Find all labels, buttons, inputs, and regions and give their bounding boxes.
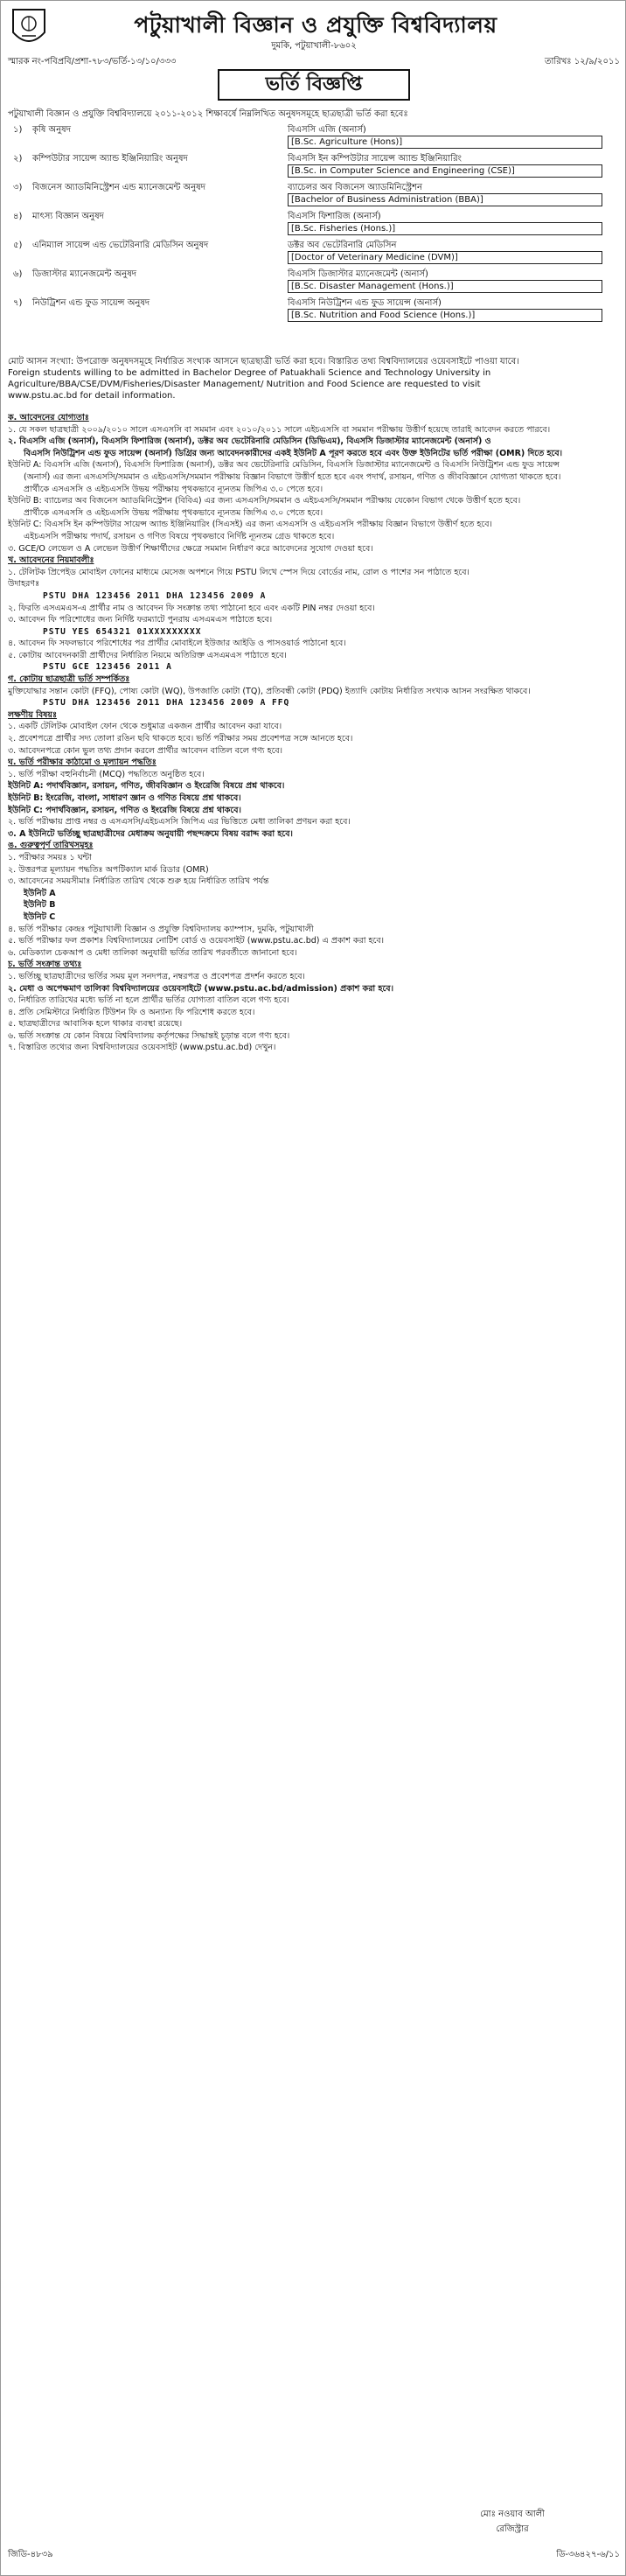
body-line: উদাহরণঃ [8,579,40,590]
program-row [8,150,620,179]
degree-name-en: [B.Sc. Fisheries (Hons.)] [288,222,602,235]
degree-name-en: [B.Sc. Disaster Management (Hons.)] [288,280,602,293]
memo-number: স্মারক নং-পবিপ্রবি/প্রশা-৭৮৩/ভর্তি-১৩/১০/৩৩৩ [8,57,177,66]
notes-block [8,356,620,401]
degree-name-en: [B.Sc. Agriculture (Hons)] [288,136,602,149]
body-line: PSTU YES 654321 01XXXXXXXXX [43,626,202,637]
body-line: ৪. প্রতি সেমিস্টারে নির্ধারিত টিউশন ফি ও অন্যান্য ফি পরিশোধ করতে হবে। [8,1007,255,1017]
body-line: চ. ভর্তি সংক্রান্ত তথ্যঃ [8,960,82,970]
program-row [8,208,620,237]
degree-name-bn: বিএসসি ইন কম্পিউটার সায়েন্স অ্যান্ড ইঞ্জিনিয়ারিং [288,154,462,164]
program-row [8,122,620,150]
signatory-name: মোঃ নওয়াব আলী [480,2510,545,2519]
program-row [8,295,620,324]
faculty-name: মাৎস্য বিজ্ঞান অনুষদ [32,212,104,221]
faculty-name: ডিজাস্টার ম্যানেজমেন্ট অনুষদ [32,269,137,279]
body-line: লক্ষণীয় বিষয়ঃ [8,709,58,720]
program-number: ৬) [13,269,23,279]
degree-name-bn: ব্যাচেলর অব বিজনেস অ্যাডমিনিস্ট্রেশন [288,183,423,192]
body-line: ৫. কোটায় আবেদনকারী প্রার্থীদের নির্ধারিত নিয়মে অতিরিক্ত এসএমএস পাঠাতে হবে। [8,650,287,660]
degree-name-bn: ডক্টর অব ভেটেরিনারি মেডিসিন [288,241,397,250]
body-line: ৪. ভর্তি পরীক্ষার কেন্দ্রঃ পটুয়াখালী বিজ্ঞান ও প্রযুক্তি বিশ্ববিদ্যালয় ক্যাম্পাস, দুমকি, পটুয়াখালী [8,924,314,934]
program-number: ১) [13,125,23,135]
body-line: ২. উত্তরপত্র মূল্যায়ন পদ্ধতিঃ অপটিক্যাল মার্ক রিডার (OMR) [8,864,209,875]
body-line: ইউনিট A: পদার্থবিজ্ঞান, রসায়ন, গণিত, জীববিজ্ঞান ও ইংরেজি বিষয়ে প্রশ্ন থাকবে। [8,781,285,792]
body-line: ২. ফিরতি এসএমএস-এ প্রার্থীর নাম ও আবেদন ফি সংক্রান্ত তথ্য পাঠানো হবে এবং একটি PIN নম্বর দেওয়া হবে। [8,603,375,613]
body-line: ৫. ছাত্রছাত্রীদের আবাসিক হলে থাকার ব্যবস্থা রয়েছে। [8,1019,183,1030]
body-line: ৭. বিস্তারিত তথ্যের জন্য বিশ্ববিদ্যালয়ের ওয়েবসাইট (www.pstu.ac.bd) দেখুন। [8,1043,276,1053]
body-line: ৬. ভর্তি সংক্রান্ত যে কোন বিষয়ে বিশ্ববিদ্যালয় কর্তৃপক্ষের সিদ্ধান্তই চূড়ান্ত বলে গণ্য হবে। [8,1030,290,1041]
note-line: Foreign students willing to be admitted in Bachelor Degree of Patuakhali Science and Technology University in [8,368,491,378]
body-line: ইউনিট C: বিএসসি ইন কম্পিউটার সায়েন্স অ্যান্ড ইঞ্জিনিয়ারিং (সিএসই) এর জন্য এসএসসি ও এইচএসসি পরীক্ষায় বিজ্ঞান বিভাগে উত্তীর্ণ হতে হবে। [8,520,492,530]
body-line: ঙ. গুরুত্বপূর্ণ তারিখসমূহঃ [8,841,94,851]
program-row [8,237,620,266]
footer-ref-number: ডি-৩৬৪২৭-৬/১১ [556,2550,620,2559]
body-line: ইউনিট C [24,911,56,922]
program-row [8,179,620,208]
body-line: ইউনিট A [24,888,56,898]
body-line: ৫. ভর্তি পরীক্ষার ফল প্রকাশঃ বিশ্ববিদ্যালয়ের নোটিশ বোর্ড ও ওয়েবসাইট (www.pstu.ac.bd) এ প্রকাশ করা হবে। [8,936,385,946]
signatory-designation: রেজিস্ট্রার [496,2524,529,2534]
program-number: ৪) [13,212,23,221]
note-line: মোট আসন সংখ্যা: উপরোক্ত অনুষদসমূহে নির্ধারিত সংখ্যক আসনে ছাত্রছাত্রী ভর্তি করা হবে। বিস্তারিত তথ্য বিশ্ববিদ্যালয়ের ওয়েবসাইটে পাওয়া যাবে। [8,357,519,367]
degree-name-en: [B.Sc. Nutrition and Food Science (Hons.)] [288,309,602,322]
degree-name-bn: বিএসসি ফিশারিজ (অনার্স) [288,212,381,221]
program-row [8,266,620,295]
body-line: ১. যে সকল ছাত্রছাত্রী ২০০৯/২০১০ সালে এসএসসি বা সমমান এবং ২০১০/২০১১ সালে এইচএসসি বা সমমান পরীক্ষায় উত্তীর্ণ হয়েছে তারাই আবেদন করতে পারবে। [8,424,551,435]
body-line: প্রার্থীকে এসএসসি ও এইচএসসি উভয় পরীক্ষায় পৃথকভাবে ন্যূনতম জিপিএ ৩.০ পেতে হবে। [24,484,323,494]
body-line: ৩. আবেদন ফি পরিশোধের জন্য নির্দিষ্ট ফরম্যাটে পুনরায় এসএমএস পাঠাতে হবে। [8,615,273,625]
intro-text: পটুয়াখালী বিজ্ঞান ও প্রযুক্তি বিশ্ববিদ্যালয়ে ২০১১-২০১২ শিক্ষাবর্ষে নিম্নলিখিত অনুষদসমূহে ছাত্রছাত্রী ভর্তি করা হবেঃ [8,109,408,119]
body-line: প্রার্থীকে এসএসসি ও এইচএসসি উভয় পরীক্ষায় পৃথকভাবে ন্যূনতম জিপিএ ৩.০ পেতে হবে। [24,507,323,518]
degree-name-en: [B.Sc. in Computer Science and Engineering (CSE)] [288,164,602,178]
body-line: ১. ভর্তি পরীক্ষা বহুনির্বাচনী (MCQ) পদ্ধতিতে অনুষ্ঠিত হবে। [8,769,205,779]
faculty-name: এনিম্যাল সায়েন্স এন্ড ভেটেরিনারি মেডিসিন অনুষদ [32,241,209,250]
body-line: ১. একটি টেলিটক মোবাইল ফোন থেকে শুধুমাত্র একজন প্রার্থীর আবেদন করা যাবে। [8,722,282,732]
footer-gd-number: জিডি-৪৮৩৯ [8,2550,53,2559]
program-number: ৭) [13,298,23,308]
body-line: ৩. আবেদনপত্রে কোন ভুল তথ্য প্রদান করলে প্রার্থীর আবেদন বাতিল বলে গণ্য হবে। [8,745,283,756]
body-line: ক. আবেদনের যোগ্যতাঃ [8,413,89,422]
notice-date: তারিখঃ ১২/৯/২০১১ [544,57,620,66]
notice-title: ভর্তি বিজ্ঞপ্তি [218,69,410,101]
faculty-name: বিজনেস অ্যাডমিনিস্ট্রেশন এন্ড ম্যানেজমেন্ট অনুষদ [32,183,205,192]
body-line: (অনার্স) এর জন্য এসএসসি/সমমান ও এইচএসসি/সমমান পরীক্ষায় বিজ্ঞান বিভাগে উত্তীর্ণ হতে হবে এবং পদার্থ, রসায়ন, গণিত ও জীববিজ্ঞানে যোগ্যতা থাকতে হবে। [24,471,561,482]
program-number: ২) [13,154,23,164]
body-line: এইচএসসি পরীক্ষায় পদার্থ, রসায়ন ও গণিত বিষয়ে পৃথকভাবে নির্দিষ্ট ন্যূনতম গ্রেড থাকতে হবে। [24,531,335,541]
body-line: ৩. নির্ধারিত তারিখের মধ্যে ভর্তি না হলে প্রার্থীর ভর্তির যোগ্যতা বাতিল বলে গণ্য হবে। [8,995,289,1006]
body-line: ৩. A ইউনিটে ভর্তিচ্ছু ছাত্রছাত্রীদের মেধাক্রম অনুযায়ী পছন্দক্রমে বিষয় বরাদ্দ করা হবে। [8,828,293,839]
body-line: ঘ. ভর্তি পরীক্ষার কাঠামো ও মূল্যায়ন পদ্ধতিঃ [8,757,156,768]
faculty-name: কম্পিউটার সায়েন্স অ্যান্ড ইঞ্জিনিয়ারিং অনুষদ [32,154,188,164]
body-line: PSTU GCE 123456 2011 A [43,662,172,673]
body-line: ইউনিট B: ইংরেজি, বাংলা, সাধারণ জ্ঞান ও গণিত বিষয়ে প্রশ্ন থাকবে। [8,793,241,803]
degree-name-bn: বিএসসি নিউট্রিশন এন্ড ফুড সায়েন্স (অনার্স) [288,298,442,308]
body-line: ২. মেধা ও অপেক্ষমাণ তালিকা বিশ্ববিদ্যালয়ের ওয়েবসাইটে (www.pstu.ac.bd/admission) প্রকাশ করা হবে। [8,983,393,994]
body-line: ৪. আবেদন ফি সফলভাবে পরিশোধের পর প্রার্থীর মোবাইলে ইউজার আইডি ও পাসওয়ার্ড পাঠানো হবে। [8,639,346,649]
body-line: ইউনিট A: বিএসসি এজি (অনার্স), বিএসসি ফিশারিজ (অনার্স), ডক্টর অব ভেটেরিনারি মেডিসিন, বিএসসি ডিজাস্টার ম্যানেজমেন্ট ও বিএসসি নিউট্রিশন এন্ড ফুড সায়েন্স [8,460,560,471]
body-line: মুক্তিযোদ্ধার সন্তান কোটা (FFQ), পোষ্য কোটা (WQ), উপজাতি কোটা (TQ), প্রতিবন্ধী কোটা (PDQ) ইত্যাদি কোটায় নির্ধারিত সংখ্যক আসন সংরক্ষিত থাকবে। [8,686,531,696]
body-line: খ. আবেদনের নিয়মাবলীঃ [8,555,94,566]
footer [8,2548,620,2563]
degree-name-bn: বিএসসি এজি (অনার্স) [288,125,366,135]
program-number: ৫) [13,241,23,250]
faculty-name: নিউট্রিশন এন্ড ফুড সায়েন্স অনুষদ [32,298,150,308]
body-line: ইউনিট B: ব্যাচেলর অব বিজনেস অ্যাডমিনিস্ট্রেশন (বিবিএ) এর জন্য এসএসসি/সমমান ও এইচএসসি/সমমান পরীক্ষায় যেকোন বিভাগ থেকে উত্তীর্ণ হতে হবে। [8,496,521,506]
body-line: ইউনিট C: পদার্থবিজ্ঞান, রসায়ন, গণিত ও ইংরেজি বিষয়ে প্রশ্ন থাকবে। [8,805,241,815]
program-list [8,122,620,324]
signature-block [412,2508,613,2538]
body-line: PSTU DHA 123456 2011 DHA 123456 2009 A FFQ [43,698,290,709]
body-line: বিএসসি নিউট্রিশন এন্ড ফুড সায়েন্স (অনার্স) ডিগ্রির জন্য আবেদনকারীদের একই ইউনিট A পূরণ করতে হবে এবং উক্ত ইউনিটের ভর্তি পরীক্ষা (OMR) দিতে হবে। [24,448,563,458]
body-line: ৬. মেডিক্যাল চেকআপ ও মেধা তালিকা অনুযায়ী ভর্তির তারিখ পরবর্তীতে জানানো হবে। [8,947,297,958]
body-line: ১. টেলিটক প্রিপেইড মোবাইল ফোনের মাধ্যমে মেসেজ অপশনে গিয়ে PSTU লিখে স্পেস দিয়ে বোর্ডের নাম, রোল ও পাশের সন পাঠাতে হবে। [8,567,470,577]
body-line: ৩. আবেদনের সময়সীমাঃ নির্ধারিত তারিখ থেকে শুরু হয়ে নির্ধারিত তারিখ পর্যন্ত [8,876,269,887]
body-line: ইউনিট B [24,900,56,911]
body-line: PSTU DHA 123456 2011 DHA 123456 2009 A [43,590,267,601]
faculty-name: কৃষি অনুষদ [32,125,71,135]
body-line: ২. প্রবেশপত্রে প্রার্থীর সদ্য তোলা রঙিন ছবি থাকতে হবে। ভর্তি পরীক্ষার সময় প্রবেশপত্র সঙ্গে আনতে হবে। [8,734,353,744]
body-line: ১. ভর্তিচ্ছু ছাত্রছাত্রীদের ভর্তির সময় মূল সনদপত্র, নম্বরপত্র ও প্রবেশপত্র প্রদর্শন করতে হবে। [8,971,305,981]
degree-name-en: [Doctor of Veterinary Medicine (DVM)] [288,251,602,264]
note-line: www.pstu.ac.bd for detail information. [8,391,176,401]
body-line: ২. বিএসসি এজি (অনার্স), বিএসসি ফিশারিজ (অনার্স), ডক্টর অব ভেটেরিনারি মেডিসিন (ডিভিএম), বিএসসি ডিজাস্টার ম্যানেজমেন্ট (অনার্স) ও [8,436,491,447]
university-name: পটুয়াখালী বিজ্ঞান ও প্রযুক্তি বিশ্ববিদ্যালয় [134,12,497,38]
university-address: দুমকি, পটুয়াখালী-৮৬০২ [271,41,357,51]
note-line: Agriculture/BBA/CSE/DVM/Fisheries/Disaster Management/ Nutrition and Food Science are requested to visit [8,380,481,389]
body-line: গ. কোটায় ছাত্রছাত্রী ভর্তি সম্পর্কিতঃ [8,674,130,685]
body-line: ২. ভর্তি পরীক্ষায় প্রাপ্ত নম্বর ও এসএসসি/এইচএসসি জিপিএ এর ভিত্তিতে মেধা তালিকা প্রণয়ন করা হবে। [8,817,351,827]
program-number: ৩) [13,183,23,192]
notice-body [8,412,620,2363]
degree-name-bn: বিএসসি ডিজাস্টার ম্যানেজমেন্ট (অনার্স) [288,269,428,279]
body-line: ৩. GCE/O লেভেল ও A লেভেল উত্তীর্ণ শিক্ষার্থীদের ক্ষেত্রে সমমান নির্ধারণ করে আবেদনের সুযোগ দেওয়া হবে। [8,543,373,554]
body-line: ১. পরীক্ষার সময়ঃ ১ ঘন্টা [8,852,92,862]
degree-name-en: [Bachelor of Business Administration (BBA)] [288,193,602,206]
